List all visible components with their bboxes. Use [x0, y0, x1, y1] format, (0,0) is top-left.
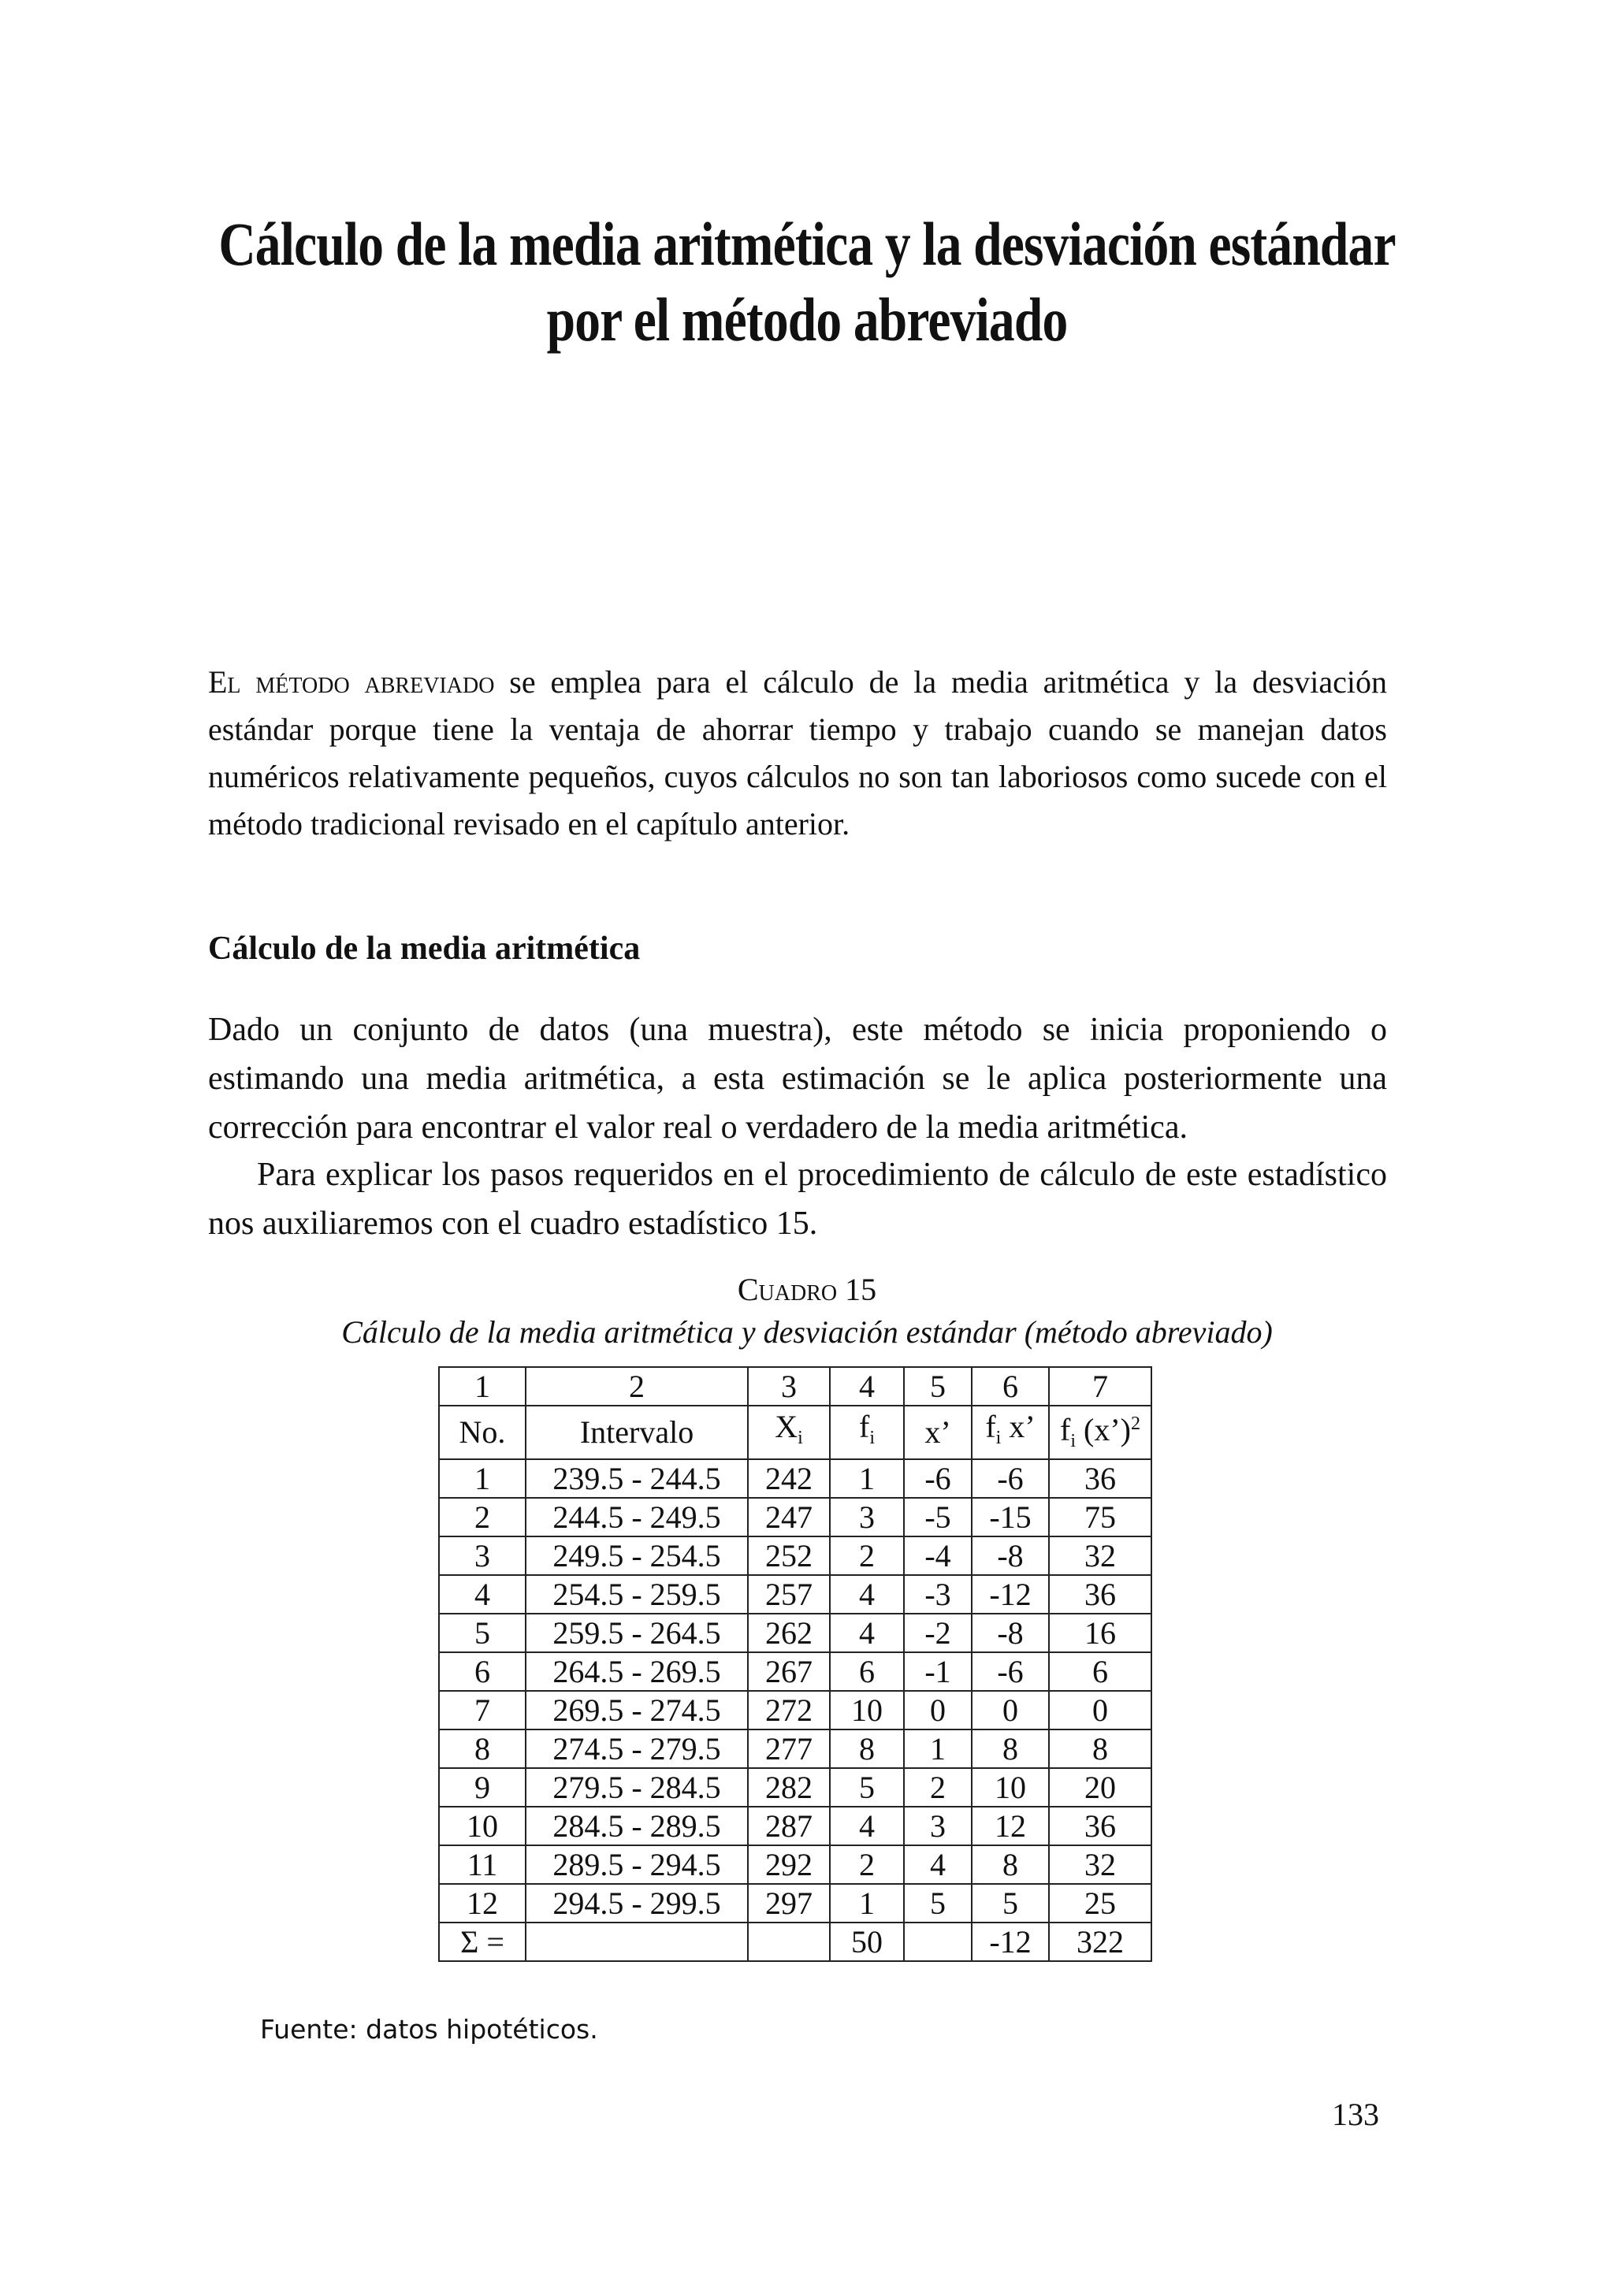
table-row: [439, 1691, 1151, 1729]
cell-fi-x-prime: 10: [972, 1768, 1049, 1807]
total-empty: [748, 1923, 830, 1961]
cell-fi: 1: [830, 1459, 904, 1498]
column-number-row: [439, 1367, 1151, 1406]
statistics-table: [438, 1366, 1152, 1962]
section-heading: Cálculo de la media aritmética: [208, 931, 641, 967]
header-fx2-sub: i: [1070, 1431, 1077, 1451]
cell-no: 7: [439, 1691, 526, 1729]
cell-fi-x-prime: -8: [972, 1536, 1049, 1575]
cell-fi: 10: [830, 1691, 904, 1729]
cell-fi-x-prime-squared: 36: [1049, 1807, 1151, 1845]
cell-x-prime: -1: [904, 1652, 972, 1691]
cell-x-prime: -3: [904, 1575, 972, 1614]
source-note: Fuente: datos hipotéticos.: [260, 2014, 598, 2045]
cell-fi-x-prime: -8: [972, 1614, 1049, 1652]
column-number: 6: [972, 1367, 1049, 1406]
header-fx-sub: i: [995, 1428, 1002, 1448]
cell-no: 6: [439, 1652, 526, 1691]
cell-xi: 247: [748, 1498, 830, 1536]
header-fx-rest: x’: [1001, 1409, 1036, 1444]
cell-intervalo: 264.5 - 269.5: [526, 1652, 748, 1691]
column-number: 2: [526, 1367, 748, 1406]
cell-x-prime: 3: [904, 1807, 972, 1845]
cell-intervalo: 289.5 - 294.5: [526, 1845, 748, 1884]
cell-fi: 6: [830, 1652, 904, 1691]
cell-xi: 272: [748, 1691, 830, 1729]
column-number: 3: [748, 1367, 830, 1406]
cell-fi-x-prime: 5: [972, 1884, 1049, 1923]
cell-fi: 8: [830, 1729, 904, 1768]
intro-lead-in: El método abreviado: [208, 664, 495, 700]
cell-x-prime: -6: [904, 1459, 972, 1498]
cell-fi-x-prime-squared: 36: [1049, 1575, 1151, 1614]
cell-fi-x-prime-squared: 8: [1049, 1729, 1151, 1768]
column-number: 1: [439, 1367, 526, 1406]
cell-intervalo: 239.5 - 244.5: [526, 1459, 748, 1498]
cell-fi: 4: [830, 1614, 904, 1652]
column-number: 5: [904, 1367, 972, 1406]
table-row: [439, 1498, 1151, 1536]
cell-xi: 252: [748, 1536, 830, 1575]
header-fx2-base: f: [1060, 1412, 1071, 1447]
cell-intervalo: 274.5 - 279.5: [526, 1729, 748, 1768]
header-x-prime: x’: [904, 1406, 972, 1459]
cell-x-prime: 5: [904, 1884, 972, 1923]
body-paragraph-2: Para explicar los pasos requeridos en el procedimiento de cálculo de este estadístico nos auxiliaremos con el cuadro estadístico 15.: [208, 1157, 1387, 1242]
cell-fi-x-prime: -6: [972, 1652, 1049, 1691]
table-row: [439, 1536, 1151, 1575]
table-row: [439, 1768, 1151, 1807]
header-fi: [830, 1406, 904, 1459]
cell-no: 4: [439, 1575, 526, 1614]
cell-fi-x-prime: 12: [972, 1807, 1049, 1845]
total-fi: 50: [830, 1923, 904, 1961]
column-number: 7: [1049, 1367, 1151, 1406]
header-fx-base: f: [985, 1409, 996, 1444]
cell-intervalo: 249.5 - 254.5: [526, 1536, 748, 1575]
cell-x-prime: 1: [904, 1729, 972, 1768]
cell-no: 2: [439, 1498, 526, 1536]
cell-fi: 2: [830, 1536, 904, 1575]
cell-fi-x-prime-squared: 20: [1049, 1768, 1151, 1807]
body-paragraph-1: Dado un conjunto de datos (una muestra), este método se inicia proponiendo o estimando una media aritmética, a esta estimación se le aplica posteriormente una corrección para encontrar el valor real o verdadero de la media aritmética.: [208, 1012, 1387, 1146]
cell-fi-x-prime: 0: [972, 1691, 1049, 1729]
cell-xi: 262: [748, 1614, 830, 1652]
cell-xi: 297: [748, 1884, 830, 1923]
cell-no: 3: [439, 1536, 526, 1575]
cell-intervalo: 284.5 - 289.5: [526, 1807, 748, 1845]
page-title: [129, 206, 1485, 358]
cell-fi-x-prime: -12: [972, 1575, 1049, 1614]
header-fi-sub: i: [869, 1428, 875, 1448]
table-row: [439, 1845, 1151, 1884]
table-caption: Cálculo de la media aritmética y desviación estándar (método abreviado): [341, 1314, 1273, 1350]
header-xi-sub: i: [798, 1428, 803, 1448]
header-fi-base: f: [859, 1409, 870, 1444]
table-row: [439, 1884, 1151, 1923]
column-number: 4: [830, 1367, 904, 1406]
table-row: [439, 1729, 1151, 1768]
total-fi-x-prime-squared: 322: [1049, 1923, 1151, 1961]
cell-fi-x-prime: -6: [972, 1459, 1049, 1498]
header-fx2-rest: (x’): [1076, 1412, 1131, 1447]
cell-fi-x-prime-squared: 32: [1049, 1845, 1151, 1884]
total-fi-x-prime: -12: [972, 1923, 1049, 1961]
totals-row: [439, 1923, 1151, 1961]
cell-no: 11: [439, 1845, 526, 1884]
cell-no: 8: [439, 1729, 526, 1768]
table-body: [439, 1367, 1151, 1961]
cell-fi-x-prime-squared: 75: [1049, 1498, 1151, 1536]
table-row: [439, 1614, 1151, 1652]
cell-intervalo: 259.5 - 264.5: [526, 1614, 748, 1652]
header-row: [439, 1406, 1151, 1459]
cell-x-prime: 0: [904, 1691, 972, 1729]
cell-fi: 2: [830, 1845, 904, 1884]
table-row: [439, 1652, 1151, 1691]
cell-xi: 242: [748, 1459, 830, 1498]
cell-x-prime: -5: [904, 1498, 972, 1536]
total-empty: [904, 1923, 972, 1961]
cell-xi: 292: [748, 1845, 830, 1884]
cell-xi: 287: [748, 1807, 830, 1845]
intro-text: se emplea para el cálculo de la media aritmética y la desviación estándar porque tiene la ventaja de ahorrar tiempo y trabajo cuando se manejan datos numéricos relativamente pequeños, cuyos cálculos no son tan laboriosos como sucede con el método tradicional revisado en el capítulo anterior.: [208, 664, 1387, 841]
cell-fi: 5: [830, 1768, 904, 1807]
cell-fi-x-prime-squared: 16: [1049, 1614, 1151, 1652]
header-xi-base: X: [775, 1409, 798, 1444]
header-fi-x-prime-squared: [1049, 1406, 1151, 1459]
header-fx2-sup: 2: [1130, 1414, 1140, 1434]
cell-no: 12: [439, 1884, 526, 1923]
cell-fi: 1: [830, 1884, 904, 1923]
header-no: No.: [439, 1406, 526, 1459]
cell-intervalo: 269.5 - 274.5: [526, 1691, 748, 1729]
table-row: [439, 1459, 1151, 1498]
cell-fi: 4: [830, 1807, 904, 1845]
cell-intervalo: 279.5 - 284.5: [526, 1768, 748, 1807]
cell-no: 1: [439, 1459, 526, 1498]
total-label: Σ =: [439, 1923, 526, 1961]
cell-fi-x-prime-squared: 6: [1049, 1652, 1151, 1691]
page-title-line-2: por el método abreviado: [546, 285, 1068, 354]
cell-intervalo: 254.5 - 259.5: [526, 1575, 748, 1614]
cell-xi: 267: [748, 1652, 830, 1691]
table-label: Cuadro 15: [737, 1272, 877, 1307]
cell-fi-x-prime-squared: 0: [1049, 1691, 1151, 1729]
cell-xi: 282: [748, 1768, 830, 1807]
cell-fi-x-prime-squared: 36: [1049, 1459, 1151, 1498]
total-empty: [526, 1923, 748, 1961]
cell-fi-x-prime-squared: 25: [1049, 1884, 1151, 1923]
cell-no: 5: [439, 1614, 526, 1652]
cell-no: 10: [439, 1807, 526, 1845]
cell-fi: 3: [830, 1498, 904, 1536]
cell-intervalo: 294.5 - 299.5: [526, 1884, 748, 1923]
cell-intervalo: 244.5 - 249.5: [526, 1498, 748, 1536]
cell-fi-x-prime: -15: [972, 1498, 1049, 1536]
cell-fi: 4: [830, 1575, 904, 1614]
cell-x-prime: -4: [904, 1536, 972, 1575]
cell-x-prime: 4: [904, 1845, 972, 1884]
header-intervalo: Intervalo: [526, 1406, 748, 1459]
cell-xi: 277: [748, 1729, 830, 1768]
table-row: [439, 1575, 1151, 1614]
cell-fi-x-prime: 8: [972, 1845, 1049, 1884]
page-title-line-1: Cálculo de la media aritmética y la desviación estándar: [218, 210, 1396, 278]
header-xi: [748, 1406, 830, 1459]
page-number: 133: [1332, 2097, 1379, 2132]
cell-x-prime: -2: [904, 1614, 972, 1652]
cell-no: 9: [439, 1768, 526, 1807]
header-fi-x-prime: [972, 1406, 1049, 1459]
cell-fi-x-prime-squared: 32: [1049, 1536, 1151, 1575]
cell-x-prime: 2: [904, 1768, 972, 1807]
table-row: [439, 1807, 1151, 1845]
intro-paragraph: [208, 659, 1387, 848]
cell-xi: 257: [748, 1575, 830, 1614]
cell-fi-x-prime: 8: [972, 1729, 1049, 1768]
